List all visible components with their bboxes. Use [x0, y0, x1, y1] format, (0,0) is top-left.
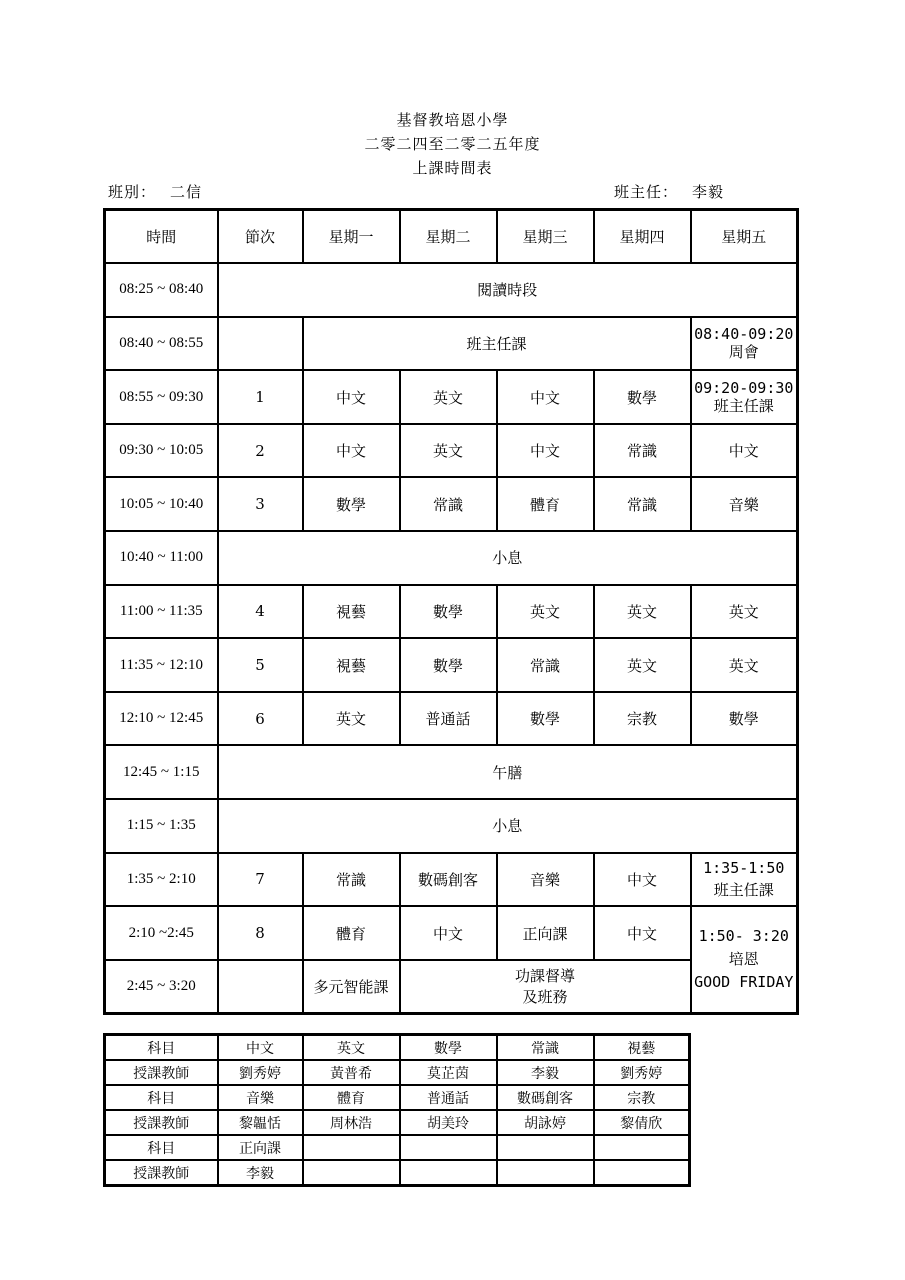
lesson-cell: 數學: [400, 585, 497, 639]
lesson-cell: 常識: [497, 638, 594, 692]
time-cell: 08:40 ~ 08:55: [105, 317, 218, 371]
time-cell: 11:00 ~ 11:35: [105, 585, 218, 639]
friday-assembly-label: 周會: [728, 343, 759, 362]
table-row: [105, 531, 798, 585]
teacher-cell: 黃普希: [303, 1060, 400, 1085]
multiple-intelligence-cell: 多元智能課: [303, 960, 400, 1014]
teacher-cell: 劉秀婷: [218, 1060, 303, 1085]
time-cell: 08:25 ~ 08:40: [105, 263, 218, 317]
subject-label: 科目: [105, 1035, 218, 1061]
table-row: [105, 263, 798, 317]
teacher-table: [103, 1033, 691, 1187]
subject-cell: 正向課: [218, 1135, 303, 1160]
subject-cell: 數學: [400, 1035, 497, 1061]
lesson-cell: 中文: [303, 424, 400, 478]
recess-cell: 小息: [218, 531, 798, 585]
teacher-cell: 莫芷茵: [400, 1060, 497, 1085]
teacher-cell: 胡詠婷: [497, 1110, 594, 1135]
friday-assembly-cell: [691, 317, 798, 371]
time-cell: 2:10 ~2:45: [105, 906, 218, 960]
lesson-cell: 音樂: [691, 477, 798, 531]
header-time: 時間: [105, 210, 218, 264]
time-cell: 1:35 ~ 2:10: [105, 853, 218, 907]
friday-class-teacher-cell: [691, 853, 798, 907]
teacher-label: 授課教師: [105, 1060, 218, 1085]
table-row: [105, 906, 798, 960]
lunch-cell: 午膳: [218, 745, 798, 799]
lesson-cell: 英文: [400, 370, 497, 424]
friday-class-teacher-time: 1:35-1:50: [703, 859, 785, 878]
lesson-cell: 數學: [497, 692, 594, 746]
reading-time-cell: 閱讀時段: [218, 263, 798, 317]
lesson-cell: 常識: [400, 477, 497, 531]
empty-cell: [400, 1135, 497, 1160]
friday-class-teacher-label: 班主任課: [713, 397, 774, 416]
table-row: [105, 853, 798, 907]
header-friday: 星期五: [691, 210, 798, 264]
header-monday: 星期一: [303, 210, 400, 264]
teacher-cell: 劉秀婷: [594, 1060, 690, 1085]
table-row: [105, 477, 798, 531]
period-cell: 7: [218, 853, 303, 907]
table-row: [105, 370, 798, 424]
time-cell: 12:10 ~ 12:45: [105, 692, 218, 746]
header-wednesday: 星期三: [497, 210, 594, 264]
document-header: [0, 108, 905, 180]
lesson-cell: 數碼創客: [400, 853, 497, 907]
lesson-cell: 體育: [497, 477, 594, 531]
teacher-label: 授課教師: [105, 1110, 218, 1135]
lesson-cell: 英文: [400, 424, 497, 478]
lesson-cell: 數學: [594, 370, 691, 424]
lesson-cell: 中文: [594, 906, 691, 960]
subject-cell: 數碼創客: [497, 1085, 594, 1110]
period-cell: [218, 317, 303, 371]
subject-cell: 宗教: [594, 1085, 690, 1110]
class-teacher-value: 李毅: [692, 183, 725, 201]
lesson-cell: 英文: [497, 585, 594, 639]
empty-cell: [594, 1135, 690, 1160]
lesson-cell: 音樂: [497, 853, 594, 907]
period-cell: 6: [218, 692, 303, 746]
teacher-cell: 周林浩: [303, 1110, 400, 1135]
time-cell: 10:40 ~ 11:00: [105, 531, 218, 585]
class-value: 二信: [170, 183, 203, 201]
lesson-cell: 宗教: [594, 692, 691, 746]
empty-cell: [497, 1135, 594, 1160]
header-thursday: 星期四: [594, 210, 691, 264]
lesson-cell: 中文: [497, 424, 594, 478]
class-teacher-period-cell: 班主任課: [303, 317, 691, 371]
subject-cell: 音樂: [218, 1085, 303, 1110]
teacher-cell: 胡美玲: [400, 1110, 497, 1135]
subject-cell: 體育: [303, 1085, 400, 1110]
lesson-cell: 普通話: [400, 692, 497, 746]
lesson-cell: 英文: [303, 692, 400, 746]
lesson-cell: 中文: [594, 853, 691, 907]
friday-good-friday-school: 培恩: [728, 950, 759, 969]
period-cell: 2: [218, 424, 303, 478]
time-cell: 10:05 ~ 10:40: [105, 477, 218, 531]
empty-cell: [303, 1135, 400, 1160]
friday-class-teacher-time: 09:20-09:30: [694, 379, 794, 398]
table-row: [105, 692, 798, 746]
empty-cell: [400, 1160, 497, 1186]
teacher-label: 授課教師: [105, 1160, 218, 1186]
teacher-row: [105, 1160, 690, 1186]
school-name: 基督教培恩小學: [396, 111, 509, 129]
document-title: 上課時間表: [412, 159, 493, 177]
friday-assembly-time: 08:40-09:20: [694, 325, 794, 344]
homework-supervision-cell: [400, 960, 691, 1014]
subject-row: [105, 1135, 690, 1160]
teacher-cell: 李毅: [218, 1160, 303, 1186]
subject-row: [105, 1085, 690, 1110]
table-row: [105, 745, 798, 799]
time-cell: 09:30 ~ 10:05: [105, 424, 218, 478]
lesson-cell: 常識: [594, 424, 691, 478]
header-row: [105, 210, 798, 264]
time-cell: 2:45 ~ 3:20: [105, 960, 218, 1014]
subject-row: [105, 1035, 690, 1061]
teacher-row: [105, 1110, 690, 1135]
teacher-cell: 黎倩欣: [594, 1110, 690, 1135]
header-tuesday: 星期二: [400, 210, 497, 264]
lesson-cell: 中文: [400, 906, 497, 960]
lesson-cell: 正向課: [497, 906, 594, 960]
lesson-cell: 英文: [691, 585, 798, 639]
table-row: [105, 317, 798, 371]
lesson-cell: 體育: [303, 906, 400, 960]
friday-class-teacher-cell: [691, 370, 798, 424]
subject-cell: 視藝: [594, 1035, 690, 1061]
subject-label: 科目: [105, 1135, 218, 1160]
period-cell: 8: [218, 906, 303, 960]
empty-cell: [594, 1160, 690, 1186]
lesson-cell: 數學: [303, 477, 400, 531]
subject-cell: 普通話: [400, 1085, 497, 1110]
lesson-cell: 中文: [303, 370, 400, 424]
lesson-cell: 中文: [691, 424, 798, 478]
teacher-cell: 李毅: [497, 1060, 594, 1085]
homework-supervision-line1: 功課督導: [514, 967, 575, 986]
table-row: [105, 424, 798, 478]
lesson-cell: 視藝: [303, 585, 400, 639]
class-info: [108, 181, 202, 202]
class-teacher-info: [614, 181, 724, 202]
class-teacher-label: 班主任：: [614, 183, 679, 201]
period-cell: 5: [218, 638, 303, 692]
subject-label: 科目: [105, 1085, 218, 1110]
subject-cell: 中文: [218, 1035, 303, 1061]
lesson-cell: 視藝: [303, 638, 400, 692]
subject-cell: 英文: [303, 1035, 400, 1061]
empty-cell: [303, 1160, 400, 1186]
table-row: [105, 799, 798, 853]
table-row: [105, 585, 798, 639]
lesson-cell: 英文: [594, 585, 691, 639]
school-year: 二零二四至二零二五年度: [364, 135, 541, 153]
table-row: [105, 638, 798, 692]
teacher-row: [105, 1060, 690, 1085]
lesson-cell: 中文: [497, 370, 594, 424]
lesson-cell: 數學: [400, 638, 497, 692]
friday-good-friday-cell: [691, 906, 798, 1013]
header-period: 節次: [218, 210, 303, 264]
friday-good-friday-event: GOOD FRIDAY: [694, 973, 794, 992]
period-cell: 4: [218, 585, 303, 639]
recess-cell: 小息: [218, 799, 798, 853]
friday-good-friday-time: 1:50- 3:20: [698, 927, 789, 946]
lesson-cell: 英文: [594, 638, 691, 692]
subject-cell: 常識: [497, 1035, 594, 1061]
period-cell: 3: [218, 477, 303, 531]
time-cell: 08:55 ~ 09:30: [105, 370, 218, 424]
lesson-cell: 常識: [303, 853, 400, 907]
lesson-cell: 常識: [594, 477, 691, 531]
time-cell: 11:35 ~ 12:10: [105, 638, 218, 692]
lesson-cell: 數學: [691, 692, 798, 746]
friday-class-teacher-label: 班主任課: [713, 881, 774, 900]
class-label: 班別：: [108, 183, 157, 201]
period-cell: [218, 960, 303, 1014]
time-cell: 12:45 ~ 1:15: [105, 745, 218, 799]
homework-supervision-line2: 及班務: [522, 988, 568, 1007]
period-cell: 1: [218, 370, 303, 424]
teacher-cell: 黎韞恬: [218, 1110, 303, 1135]
empty-cell: [497, 1160, 594, 1186]
lesson-cell: 英文: [691, 638, 798, 692]
time-cell: 1:15 ~ 1:35: [105, 799, 218, 853]
timetable: [103, 208, 799, 1015]
